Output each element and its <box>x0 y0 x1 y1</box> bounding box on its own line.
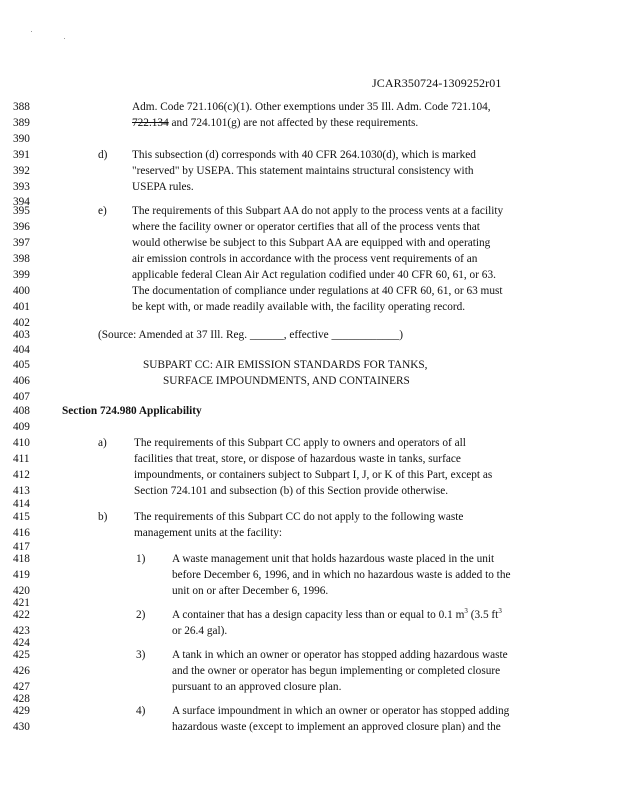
line-number: 401 <box>13 301 30 313</box>
text-line: Section 724.101 and subsection (b) of this Section provide otherwise. <box>134 485 449 497</box>
line-number: 414 <box>13 498 30 510</box>
line-number: 422 <box>13 609 30 621</box>
item-label-3: 3) <box>136 649 146 661</box>
line-number: 407 <box>13 391 30 403</box>
line-number: 410 <box>13 437 30 449</box>
line-number: 400 <box>13 285 30 297</box>
subsection-label-a: a) <box>98 437 107 449</box>
line-number: 397 <box>13 237 30 249</box>
text-line: The requirements of this Subpart CC do not apply to the following waste <box>134 511 464 523</box>
document-id: JCAR350724-1309252r01 <box>372 76 502 90</box>
line-number: 412 <box>13 469 30 481</box>
text-line: The requirements of this Subpart CC apply to owners and operators of all <box>134 437 466 449</box>
line-number: 421 <box>13 597 30 609</box>
line-number: 426 <box>13 665 30 677</box>
text-line: or 26.4 gal). <box>172 625 228 637</box>
item-label-2: 2) <box>136 609 146 621</box>
line-number: 420 <box>13 585 30 597</box>
superscript: 3 <box>464 607 468 616</box>
line-number: 409 <box>13 421 30 433</box>
line-number: 393 <box>13 181 30 193</box>
line-number: 389 <box>13 117 30 129</box>
line-number: 428 <box>13 693 30 705</box>
text-line: air emission controls in accordance with the process vent requirements of an <box>132 253 478 265</box>
text-line: where the facility owner or operator certifies that all of the process vents that <box>132 221 480 233</box>
line-number: 417 <box>13 541 30 553</box>
line-number: 405 <box>13 359 30 371</box>
source-note: (Source: Amended at 37 Ill. Reg. ______, effective ____________) <box>98 329 404 341</box>
line-number: 419 <box>13 569 30 581</box>
scan-speck <box>64 38 65 39</box>
text-line: unit on or after December 6, 1996. <box>172 585 329 597</box>
text-line: applicable federal Clean Air Act regulation codified under 40 CFR 60, 61, or 63. <box>132 269 496 281</box>
text-line: pursuant to an approved closure plan. <box>172 681 342 693</box>
text-line <box>172 609 502 621</box>
line-number: 399 <box>13 269 30 281</box>
text-line: A tank in which an owner or operator has stopped adding hazardous waste <box>172 649 508 661</box>
text-line <box>132 117 418 129</box>
line-number: 390 <box>13 133 30 145</box>
line-number: 418 <box>13 553 30 565</box>
line-number: 423 <box>13 625 30 637</box>
line-number: 425 <box>13 649 30 661</box>
line-number: 398 <box>13 253 30 265</box>
subsection-label-b: b) <box>98 511 108 523</box>
text-line: be kept with, or made readily available with, the facility operating record. <box>132 301 466 313</box>
item-label-4: 4) <box>136 705 146 717</box>
text-span: (3.5 ft <box>467 609 499 621</box>
text-line: would otherwise be subject to this Subpart AA are equipped with and operating <box>132 237 491 249</box>
subsection-label-d: d) <box>98 149 108 161</box>
subpart-heading: SUBPART CC: AIR EMISSION STANDARDS FOR TANKS, <box>143 359 428 371</box>
line-number: 388 <box>13 101 30 113</box>
text-line: management units at the facility: <box>134 527 283 539</box>
line-number: 415 <box>13 511 30 523</box>
line-number: 408 <box>13 405 30 417</box>
subpart-heading: SURFACE IMPOUNDMENTS, AND CONTAINERS <box>163 375 410 387</box>
deleted-text: 722.134 <box>132 117 169 129</box>
subsection-label-e: e) <box>98 205 107 217</box>
section-heading: Section 724.980 Applicability <box>62 405 202 417</box>
text-line: facilities that treat, store, or dispose of hazardous waste in tanks, surface <box>134 453 461 465</box>
line-number: 424 <box>13 637 30 649</box>
line-number: 406 <box>13 375 30 387</box>
text-line: A waste management unit that holds hazardous waste placed in the unit <box>172 553 495 565</box>
line-number: 430 <box>13 721 30 733</box>
text-line: impoundments, or containers subject to Subpart I, J, or K of this Part, except as <box>134 469 493 481</box>
text-line: This subsection (d) corresponds with 40 CFR 264.1030(d), which is marked <box>132 149 476 161</box>
line-number: 411 <box>13 453 30 465</box>
text-line: A surface impoundment in which an owner or operator has stopped adding <box>172 705 510 717</box>
text-line: "reserved" by USEPA. This statement maintains structural consistency with <box>132 165 474 177</box>
line-number: 416 <box>13 527 30 539</box>
text-line: before December 6, 1996, and in which no hazardous waste is added to the <box>172 569 511 581</box>
text-line: hazardous waste (except to implement an approved closure plan) and the <box>172 721 501 733</box>
superscript: 3 <box>498 607 502 616</box>
scan-speck <box>31 31 32 32</box>
text-line: The requirements of this Subpart AA do not apply to the process vents at a facility <box>132 205 504 217</box>
line-number: 395 <box>13 205 30 217</box>
line-number: 392 <box>13 165 30 177</box>
text-span: A container that has a design capacity less than or equal to 0.1 m <box>172 609 465 621</box>
line-number: 396 <box>13 221 30 233</box>
line-number: 413 <box>13 485 30 497</box>
line-number: 391 <box>13 149 30 161</box>
text-span: and 724.101(g) are not affected by these requirements. <box>168 117 419 129</box>
text-line: The documentation of compliance under regulations at 40 CFR 60, 61, or 63 must <box>132 285 503 297</box>
text-line: and the owner or operator has begun implementing or completed closure <box>172 665 501 677</box>
line-number: 404 <box>13 344 30 356</box>
item-label-1: 1) <box>136 553 146 565</box>
line-number: 429 <box>13 705 30 717</box>
line-number: 402 <box>13 317 30 329</box>
line-number: 394 <box>13 196 30 208</box>
text-line: USEPA rules. <box>132 181 194 193</box>
text-line: Adm. Code 721.106(c)(1). Other exemptions under 35 Ill. Adm. Code 721.104, <box>132 101 491 113</box>
line-number: 403 <box>13 329 30 341</box>
line-number: 427 <box>13 681 30 693</box>
